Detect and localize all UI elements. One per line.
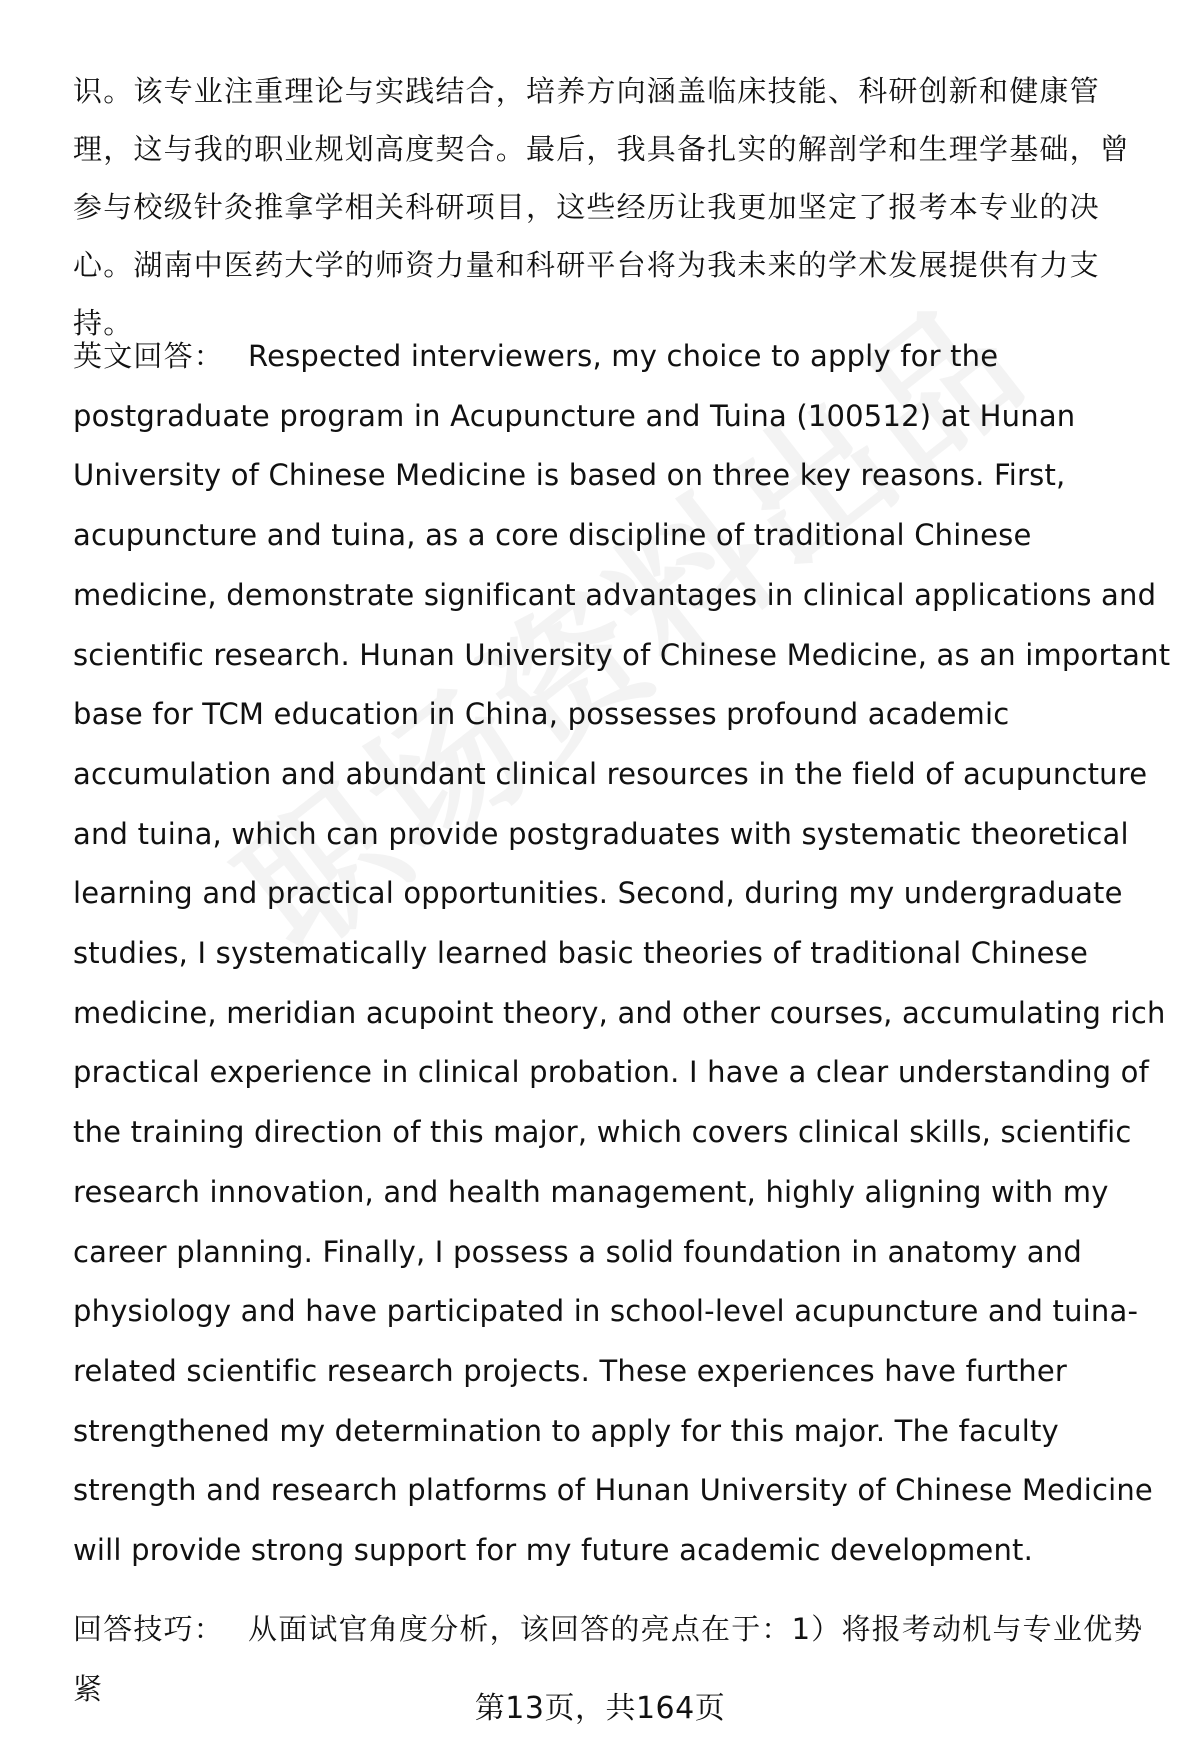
page-indicator: 第13页，共164页: [474, 1691, 726, 1726]
chinese-answer-continuation: 识。该专业注重理论与实践结合，培养方向涵盖临床技能、科研创新和健康管理，这与我的职业规划高度契合。最后，我具备扎实的解剖学和生理学基础，曾参与校级针灸推拿学相关科研项目，这些经历让我更加坚定了报考本专业的决心。湖南中医药大学的师资力量和科研平台将为我未来的学术发展提供有力支持。: [73, 74, 1131, 340]
english-answer: [73, 327, 1173, 1581]
english-answer-text: Respected interviewers, my choice to apply for the postgraduate program in Acupuncture and Tuina (100512) at Hunan University of Chinese Medicine is based on three key reasons. First, acupuncture and tuina, as a core discipline of traditional Chinese medicine, demonstrate significant advantages in clinical applications and scientific research. Hunan University of Chinese Medicine, as an important base for TCM education in China, possesses profound academic accumulation and abundant clinical resources in the field of acupuncture and tuina, which can provide postgraduates with systematic theoretical learning and practical opportunities. Second, during my undergraduate studies, I systematically learned basic theories of traditional Chinese medicine, meridian acupoint theory, and other courses, accumulating rich practical experience in clinical probation. I have a clear understanding of the training direction of this major, which covers clinical skills, scientific research innovation, and health management, highly aligning with my career planning. Finally, I possess a solid foundation in anatomy and physiology and have participated in school-level acupuncture and tuina-related scientific research projects. These experiences have further strengthened my determination to apply for this major. The faculty strength and research platforms of Hunan University of Chinese Medicine will provide strong support for my future academic development.: [73, 339, 1171, 1568]
english-answer-label: 英文回答：: [73, 339, 225, 373]
answer-tips-label: 回答技巧：: [73, 1612, 225, 1646]
answer-tips-text: 从面试官角度分析，该回答的亮点在于：1）将报考动机与专业优势紧: [73, 1612, 1144, 1706]
